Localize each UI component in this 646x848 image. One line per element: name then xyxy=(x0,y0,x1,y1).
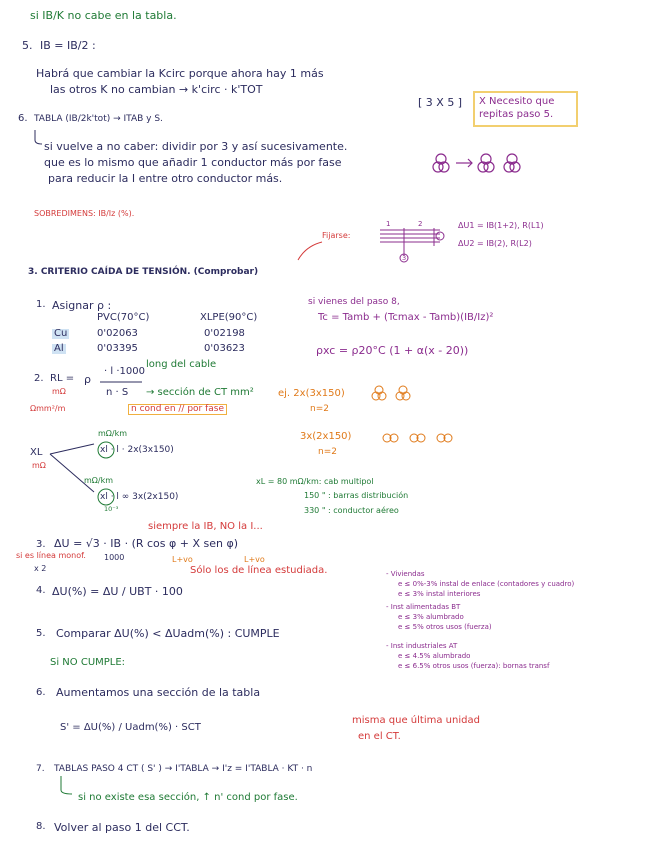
bt-header: - Inst alimentadas BT xyxy=(386,603,461,611)
example-conductor-icon xyxy=(372,384,418,404)
step8-number: 8. xyxy=(36,821,46,832)
formula-denominator: 1000 xyxy=(104,553,125,562)
asignar-text: Asignar ρ : xyxy=(52,299,112,312)
new-section-formula: S' = ΔU(%) / Uadm(%) · SCT xyxy=(60,722,201,733)
at-f: e ≤ 6.5% otros usos (fuerza): bornas transf xyxy=(398,662,550,670)
step6-line1: si vuelve a no caber: dividir por 3 y así sucesivamente. xyxy=(44,140,348,153)
tc-note: si vienes del paso 8, xyxy=(308,297,400,307)
pvc-header: PVC(70°C) xyxy=(97,312,150,323)
arrow-hook-icon-2 xyxy=(58,776,78,798)
repeat-note-line2: repitas paso 5. xyxy=(479,109,554,120)
rho-symbol: ρ xyxy=(84,373,91,386)
fijarse-label: Fijarse: xyxy=(322,231,351,240)
compare-number: 5. xyxy=(36,628,46,639)
example-2x3x150: ej. 2x(3x150) xyxy=(278,388,345,399)
siempre-note: siempre la IB, NO la I... xyxy=(148,521,263,532)
xl-circle-1 xyxy=(96,440,116,460)
rho-units: Ωmm²/m xyxy=(30,404,66,413)
pointer-line xyxy=(296,240,326,262)
increase-number: 6. xyxy=(36,687,46,698)
example-3x2x150: 3x(2x150) xyxy=(300,431,352,442)
segment-1-label: 1 xyxy=(386,220,391,228)
at-header: - Inst industriales AT xyxy=(386,642,458,650)
conductor-group-icon xyxy=(432,150,532,176)
misma-line1: misma que última unidad xyxy=(352,715,480,726)
xl-case-2: xl · l ∞ 3x(2x150) xyxy=(100,492,179,502)
xl-unit-1: mΩ/km xyxy=(98,429,128,438)
parallel-conductors-note: n cond en // por fase xyxy=(128,404,227,415)
viviendas-a: e ≤ 0%-3% instal de enlace (contadores y cuadro) xyxy=(398,580,575,588)
delta-u2-eq: ΔU2 = IB(2), R(L2) xyxy=(458,239,532,248)
al-pvc-value: 0'03395 xyxy=(97,343,138,354)
step7-note: si no existe esa sección, ↑ n' cond por fase. xyxy=(78,792,298,803)
step4-number: 4. xyxy=(36,585,46,596)
compare-text: Comparar ΔU(%) < ΔUadm(%) : CUMPLE xyxy=(56,627,280,640)
section-note: → sección de CT mm² xyxy=(146,387,254,398)
step2-number: 2. xyxy=(34,373,44,384)
example-n2-b: n=2 xyxy=(318,447,337,457)
section-title: 3. CRITERIO CAÍDA DE TENSIÓN. (Comprobar) xyxy=(28,267,259,277)
cu-pvc-value: 0'02063 xyxy=(97,328,138,339)
sobredimension-note: SOBREDIMENS: IB/Iz (%). xyxy=(34,209,135,218)
xl-aereo: 330 " : conductor aéreo xyxy=(304,506,399,515)
section-denominator: n · S xyxy=(106,387,129,398)
times-two: x 2 xyxy=(34,564,47,573)
tc-formula: Tc = Tamb + (Tcmax - Tamb)(IB/Iz)² xyxy=(318,312,494,323)
xlpe-header: XLPE(90°C) xyxy=(200,312,258,323)
bracket-3x5: [ 3 X 5 ] xyxy=(418,96,463,109)
milli-factor: 10⁻³ xyxy=(104,505,119,513)
step5-number: 5. xyxy=(22,39,33,52)
step5-formula: IB = IB/2 : xyxy=(40,39,96,52)
xl-multipolar: xL = 80 mΩ/km: cab multipol xyxy=(256,477,374,486)
step8-text: Volver al paso 1 del CCT. xyxy=(54,821,190,834)
asignar-number: 1. xyxy=(36,299,46,310)
xl-label: XL xyxy=(30,447,43,458)
repeat-step-note xyxy=(473,91,578,127)
voltage-drop-formula: ΔU = √3 · IB · (R cos φ + X sen φ) xyxy=(54,537,239,550)
plus-vo-1: L+vo xyxy=(172,555,193,564)
length-note: long del cable xyxy=(146,359,217,370)
rho-formula: ρxc = ρ20°C (1 + α(x - 20)) xyxy=(316,344,469,357)
step5-line1: Habrá que cambiar la Kcirc porque ahora hay 1 más xyxy=(36,67,324,80)
plus-vo-2: L+vo xyxy=(244,555,265,564)
bt-c: e ≤ 3% alumbrado xyxy=(398,613,464,621)
viviendas-b: e ≤ 3% instal interiores xyxy=(398,590,481,598)
step5-line2: las otros K no cambian → k'circ · k'TOT xyxy=(50,83,263,96)
step6-number: 6. xyxy=(18,113,28,124)
segment-3-label: 3 xyxy=(402,254,407,262)
repeat-note-line1: X Necesito que xyxy=(479,96,555,107)
monofasica-note: si es línea monof. xyxy=(16,551,86,560)
percent-formula: ΔU(%) = ΔU / UBT · 100 xyxy=(52,585,183,598)
cu-xlpe-value: 0'02198 xyxy=(204,328,245,339)
xl-case-1: xl · l · 2x(3x150) xyxy=(100,445,174,455)
xl-circle-2 xyxy=(96,487,116,507)
al-xlpe-value: 0'03623 xyxy=(204,343,245,354)
delta-u1-eq: ΔU1 = IB(1+2), R(L1) xyxy=(458,221,544,230)
step6-line2: que es lo mismo que añadir 1 conductor más por fase xyxy=(44,156,342,169)
no-cumple-note: Si NO CUMPLE: xyxy=(50,657,126,668)
step7-number: 7. xyxy=(36,764,45,774)
fraction-line xyxy=(100,380,144,384)
top-note: si IB/K no cabe en la tabla. xyxy=(30,9,177,22)
viviendas-header: - Viviendas xyxy=(386,570,425,578)
xl-unit-2: mΩ/km xyxy=(84,476,114,485)
cu-label: Cu xyxy=(54,328,68,339)
rl-label: RL = xyxy=(50,373,75,384)
xl-branch-lines xyxy=(48,440,100,500)
segment-2-label: 2 xyxy=(418,220,423,228)
xl-barras: 150 " : barras distribución xyxy=(304,491,409,500)
step6-line3: para reducir la I entre otro conductor más. xyxy=(48,172,283,185)
at-e: e ≤ 4.5% alumbrado xyxy=(398,652,471,660)
example-pairs-icon xyxy=(382,432,462,446)
length-numerator: · l ·1000 xyxy=(104,366,145,377)
misma-line2: en el CT. xyxy=(358,731,401,742)
xl-unit: mΩ xyxy=(32,461,46,470)
step3-number: 3. xyxy=(36,539,46,550)
ml-unit: mΩ xyxy=(52,387,66,396)
arrow-hook-icon xyxy=(32,130,46,148)
step7-text: TABLAS PASO 4 CT ( S' ) → I'TABLA → I'z = I'TABLA · KT · n xyxy=(54,764,313,774)
step6-text: TABLA (IB/2k'tot) → ITAB y S. xyxy=(34,114,163,124)
bt-d: e ≤ 5% otros usos (fuerza) xyxy=(398,623,492,631)
al-label: Al xyxy=(54,343,64,354)
example-n2-a: n=2 xyxy=(310,404,329,414)
solo-linea-note: Sólo los de línea estudiada. xyxy=(190,565,328,576)
increase-text: Aumentamos una sección de la tabla xyxy=(56,686,261,699)
